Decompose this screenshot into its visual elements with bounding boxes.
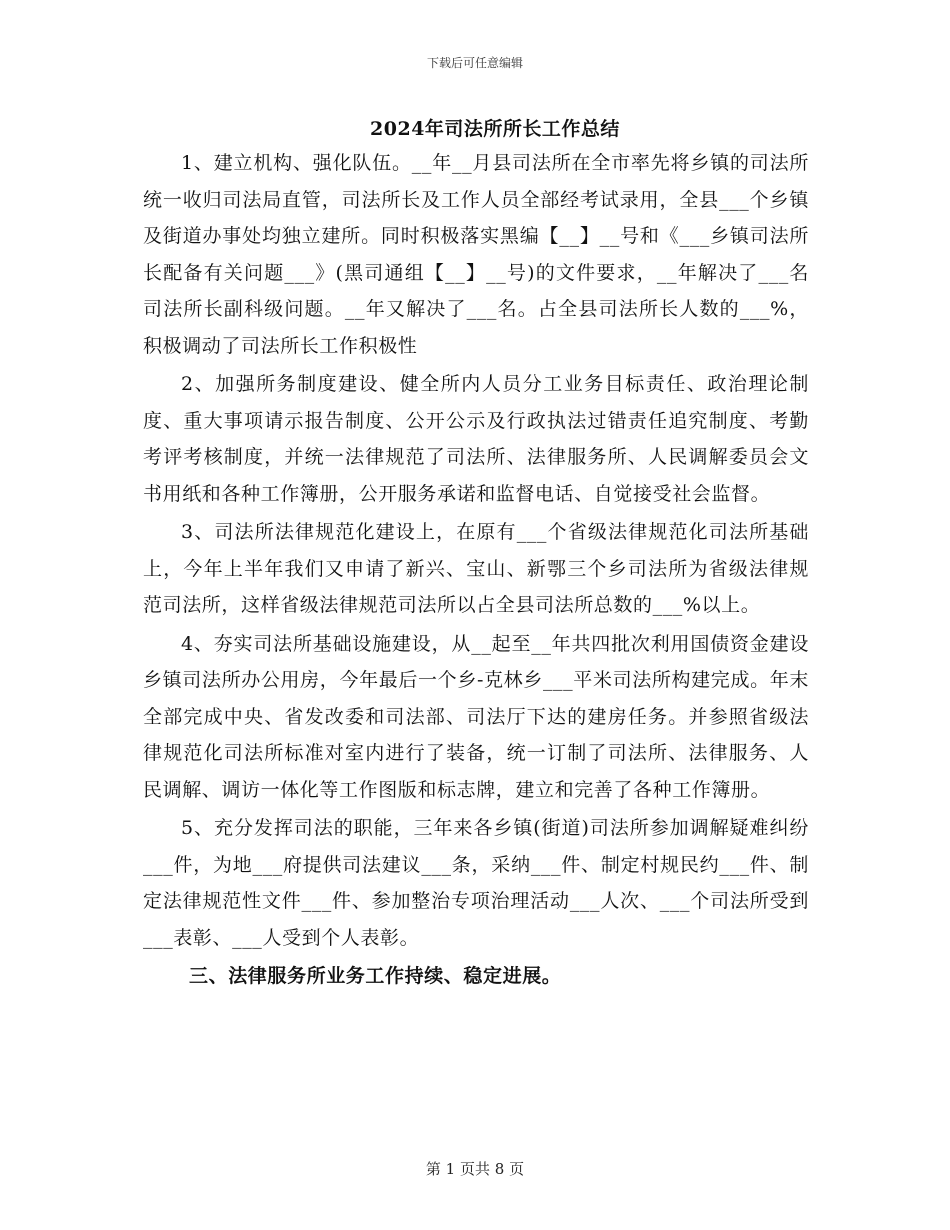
paragraph-2: 2、加强所务制度建设、健全所内人员分工业务目标责任、政治理论制度、重大事项请示报告制度、公开公示及行政执法过错责任追究制度、考勤考评考核制度，并统一法律规范了司法所、法律服务所、人民调解委员会文书用纸和各种工作簿册，公开服务承诺和监督电话、自觉接受社会监督。: [143, 373, 809, 505]
paragraph-3: 3、司法所法律规范化建设上，在原有___个省级法律规范化司法所基础上，今年上半年我们又申请了新兴、宝山、新鄂三个乡司法所为省级法律规范司法所，这样省级法律规范司法所以占全县司法所总数的___%以上。: [143, 521, 809, 616]
page-number-footer: 第 1 页共 8 页: [425, 1160, 525, 1178]
header-note: 下载后可任意编辑: [426, 56, 523, 70]
section-heading: 三、法律服务所业务工作持续、稳定进展。: [189, 965, 562, 987]
paragraph-4: 4、夯实司法所基础设施建设，从__起至__年共四批次利用国债资金建设乡镇司法所办公用房，今年最后一个乡-克林乡___平米司法所构建完成。年末全部完成中央、省发改委和司法部、司法厅下达的建房任务。并参照省级法律规范化司法所标准对室内进行了装备，统一订制了司法所、法律服务、人民调解、调访一体化等工作图版和标志牌，建立和完善了各种工作簿册。: [143, 632, 809, 801]
paragraph-1: 1、建立机构、强化队伍。__年__月县司法所在全市率先将乡镇的司法所统一收归司法局直管，司法所长及工作人员全部经考试录用，全县___个乡镇及街道办事处均独立建所。同时积极落实黑编【__】__号和《___乡镇司法所长配备有关问题___》(黑司通组【__】__号)的文件要求，__年解决了___名司法所长副科级问题。__年又解决了___名。占全县司法所长人数的___%，积极调动了司法所长工作积极性: [143, 152, 809, 357]
document-title: 2024年司法所所长工作总结: [370, 118, 620, 140]
paragraph-5: 5、充分发挥司法的职能，三年来各乡镇(街道)司法所参加调解疑难纠纷___件，为地___府提供司法建议___条，采纳___件、制定村规民约___件、制定法律规范性文件___件、参加整治专项治理活动___人次、___个司法所受到___表彰、___人受到个人表彰。: [143, 817, 809, 949]
document-body: [143, 145, 809, 995]
